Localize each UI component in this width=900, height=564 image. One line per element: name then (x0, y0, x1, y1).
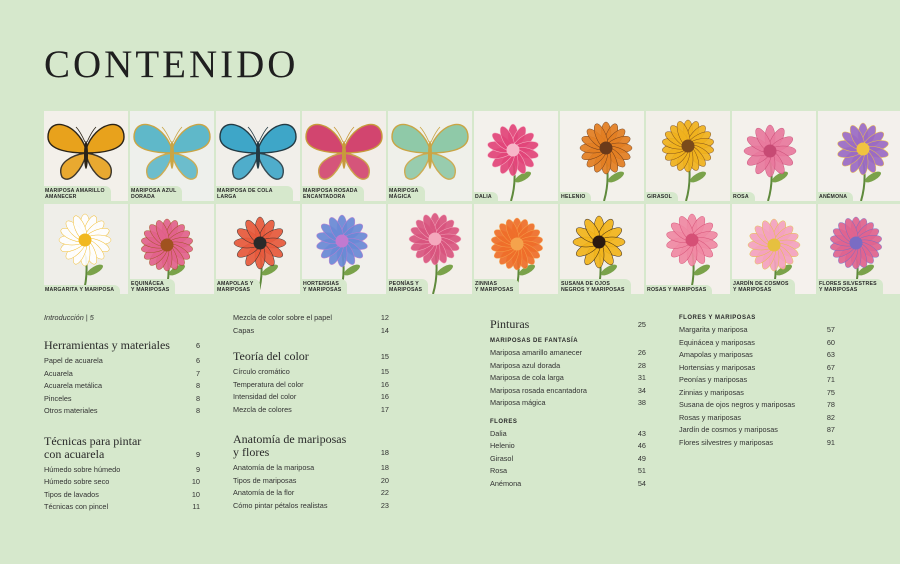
toc-entry-page: 78 (826, 400, 835, 409)
toc-entry[interactable] (490, 385, 646, 398)
thumbnail-label: ROSAS Y MARIPOSAS (646, 285, 712, 294)
toc-entry-page: 17 (380, 404, 389, 414)
toc-entry[interactable] (233, 325, 389, 338)
thumbnail-tile (44, 111, 128, 201)
thumbnail-tile (216, 111, 300, 201)
toc-entry-page: 11 (192, 502, 200, 511)
thumbnail-tile (560, 204, 644, 294)
toc-section-title[interactable] (44, 435, 200, 461)
toc-entry-page: 23 (380, 500, 389, 510)
thumbnail-label: DALIA (474, 192, 498, 201)
thumbnail-tile (646, 204, 730, 294)
thumbnail-label: EQUINÁCEA Y MARIPOSAS (130, 279, 175, 294)
toc-section-title[interactable] (233, 350, 389, 363)
toc-entry-page: 22 (380, 488, 389, 497)
intro-link: Introducción | 5 (44, 313, 94, 322)
thumbnail-tile (646, 111, 730, 201)
section-page: 15 (380, 352, 389, 361)
toc-entry-name: Anatomía de la mariposa (233, 463, 315, 472)
thumbnail-label: MARIPOSA DE COLA LARGA (216, 186, 293, 201)
thumbnail-tile (474, 204, 558, 294)
toc-entry-page: 8 (195, 406, 200, 415)
toc-entry-page: 18 (380, 463, 389, 472)
thumbnail-tile (474, 111, 558, 201)
toc-subheading: FLORES (490, 418, 518, 425)
toc-entry-page: 8 (195, 393, 200, 403)
toc-entry-page: 43 (637, 428, 646, 438)
toc-entry-name: Papel de acuarela (44, 356, 103, 365)
toc-entry[interactable] (490, 465, 646, 478)
toc-entry-name: Mariposa rosada encantadora (490, 385, 587, 395)
thumbnail-tile (388, 204, 472, 294)
toc-entry[interactable] (490, 428, 646, 441)
toc-entry-page: 8 (195, 381, 200, 390)
thumbnail-tile (732, 204, 816, 294)
thumbnail-label: AMAPOLAS Y MARIPOSAS (216, 279, 260, 294)
thumbnail-label: ROSA (732, 192, 755, 201)
toc-column-1 (44, 312, 200, 514)
toc-entry[interactable] (233, 404, 389, 417)
toc-entry-page: 46 (637, 441, 646, 450)
thumbnail-tile (560, 111, 644, 201)
toc-entry-page: 71 (826, 375, 835, 384)
toc-entry-name: Acuarela (44, 368, 73, 378)
section-page: 25 (637, 320, 646, 329)
toc-subheading: MARIPOSAS DE FANTASÍA (490, 338, 579, 344)
toc-entry[interactable] (490, 360, 646, 373)
toc-entry-page: 82 (826, 412, 835, 422)
toc-entry-name: Mariposa de cola larga (490, 373, 564, 382)
toc-entry-name: Acuarela metálica (44, 381, 102, 390)
toc-entry[interactable] (44, 393, 200, 406)
toc-entry[interactable] (233, 475, 389, 488)
toc-entry-page: 34 (637, 385, 646, 395)
toc-entry[interactable] (44, 476, 200, 489)
toc-entry-name: Húmedo sobre húmedo (44, 464, 121, 474)
toc-entry[interactable] (679, 324, 835, 337)
toc-entry-page: 49 (637, 453, 646, 463)
toc-entry-name: Helenio (490, 441, 515, 450)
toc-entry-page: 14 (380, 325, 389, 335)
flower-illustration (560, 111, 644, 201)
section-page: 18 (380, 448, 389, 457)
toc-entry-name: Rosa (490, 466, 508, 475)
toc-entry-name: Mezcla de color sobre el papel (233, 313, 332, 322)
toc-entry-page: 60 (826, 337, 835, 347)
toc-entry-name: Mariposa mágica (490, 398, 546, 407)
toc-entry-name: Amapolas y mariposas (679, 350, 753, 359)
toc-entry-page: 16 (380, 392, 389, 401)
toc-entry-page: 87 (826, 425, 835, 434)
toc-entry[interactable] (490, 372, 646, 385)
toc-entry-name: Técnicas con pincel (44, 502, 109, 511)
thumbnail-tile (216, 204, 300, 294)
thumbnail-grid (44, 111, 900, 294)
toc-entry-page: 10 (191, 477, 200, 486)
toc-entry-name: Girasol (490, 453, 514, 463)
toc-entry[interactable] (679, 399, 835, 412)
thumbnail-tile (44, 204, 128, 294)
toc-entry[interactable] (679, 412, 835, 425)
thumbnail-label: JARDÍN DE COSMOS Y MARIPOSAS (732, 279, 795, 294)
toc-entry-name: Hortensias y mariposas (679, 362, 756, 372)
toc-entry[interactable] (490, 397, 646, 410)
toc-entry-name: Círculo cromático (233, 367, 290, 376)
thumbnail-tile (130, 204, 214, 294)
toc-entry-name: Peonías y mariposas (679, 375, 748, 384)
flower-illustration (44, 204, 128, 294)
thumbnail-label: SUSANA DE OJOS NEGROS Y MARIPOSAS (560, 279, 631, 294)
thumbnail-label: MARIPOSA ROSADA ENCANTADORA (302, 186, 364, 201)
toc-entry[interactable] (679, 337, 835, 350)
toc-entry[interactable] (44, 489, 200, 502)
thumbnail-tile (130, 111, 214, 201)
toc-entry-name: Margarita y mariposa (679, 325, 748, 334)
toc-entry[interactable] (233, 312, 389, 325)
toc-column-2 (233, 312, 389, 512)
page-title: CONTENIDO (44, 43, 299, 86)
toc-entry-name: Susana de ojos negros y mariposas (679, 400, 796, 409)
toc-entry[interactable] (233, 487, 389, 500)
thumbnail-tile (818, 111, 900, 201)
thumbnail-tile (302, 204, 386, 294)
thumbnail-tile (818, 204, 900, 294)
thumbnail-tile (302, 111, 386, 201)
toc-entry[interactable] (679, 437, 835, 450)
section-title-text: Teoría del color (233, 349, 309, 363)
toc-entry-page: 31 (637, 373, 646, 382)
toc-entry-page: 9 (195, 464, 200, 474)
section-title-text: Anatomía de mariposas y flores (233, 432, 347, 459)
section-title-text: Herramientas y materiales (44, 338, 170, 352)
toc-entry-page: 12 (380, 313, 389, 322)
toc-column-4 (679, 312, 835, 449)
toc-entry-name: Rosas y mariposas (679, 412, 742, 422)
toc-entry[interactable] (679, 362, 835, 375)
toc-column-3 (490, 312, 646, 490)
toc-entry-name: Temperatura del color (233, 379, 304, 389)
toc-entry-name: Cómo pintar pétalos realistas (233, 500, 328, 510)
section-title-text: Técnicas para pintar con acuarela (44, 433, 142, 461)
toc-entry-page: 38 (637, 398, 646, 407)
toc-entry-name: Mezcla de colores (233, 404, 292, 414)
toc-entry[interactable] (44, 464, 200, 477)
toc-entry[interactable] (679, 387, 835, 400)
toc-entry-name: Mariposa azul dorada (490, 360, 561, 370)
section-page: 6 (195, 341, 200, 350)
toc-entry-name: Dalia (490, 428, 507, 438)
thumbnail-label: GIRASOL (646, 192, 678, 201)
toc-entry-page: 16 (380, 379, 389, 389)
toc-entry[interactable] (679, 349, 835, 362)
toc-entry-page: 63 (826, 350, 835, 359)
toc-entry[interactable] (44, 405, 200, 418)
toc-entry[interactable] (490, 478, 646, 491)
toc-entry-page: 10 (191, 489, 200, 499)
toc-entry-page: 20 (380, 475, 389, 485)
toc-entry-page: 54 (637, 478, 646, 488)
flower-illustration (732, 111, 816, 201)
toc-entry-page: 51 (637, 466, 646, 475)
toc-entry-name: Equinácea y mariposas (679, 337, 755, 347)
toc-entry[interactable] (233, 379, 389, 392)
flower-illustration (646, 204, 730, 294)
toc-entry[interactable] (233, 500, 389, 513)
toc-entry[interactable] (490, 453, 646, 466)
thumbnail-label: HELENIO (560, 192, 591, 201)
toc-section-title[interactable] (233, 433, 389, 459)
toc-entry-name: Tipos de mariposas (233, 475, 297, 485)
toc-entry-page: 28 (637, 360, 646, 370)
toc-entry[interactable] (233, 366, 389, 379)
toc-entry-name: Intensidad del color (233, 392, 297, 401)
thumbnail-tile (732, 111, 816, 201)
flower-illustration (646, 111, 730, 201)
toc-subheading: FLORES Y MARIPOSAS (679, 315, 756, 321)
toc-entry-name: Flores silvestres y mariposas (679, 437, 774, 447)
toc-entry-name: Tipos de lavados (44, 489, 99, 499)
toc-entry[interactable] (679, 424, 835, 437)
toc-entry-name: Anémona (490, 478, 522, 488)
thumbnail-label: ANÉMONA (818, 192, 853, 201)
thumbnail-label: MARIPOSA AMARILLO AMANECER (44, 186, 111, 201)
toc-entry[interactable] (490, 440, 646, 453)
toc-entry-name: Zinnias y mariposas (679, 387, 744, 397)
toc-entry-page: 57 (826, 325, 835, 334)
toc-entry-page: 75 (826, 387, 835, 397)
toc-entry-page: 67 (826, 362, 835, 372)
toc-entry[interactable] (233, 462, 389, 475)
thumbnail-tile (388, 111, 472, 201)
toc-entry-name: Húmedo sobre seco (44, 477, 110, 486)
thumbnail-label: MARIPOSA AZUL DORADA (130, 186, 182, 201)
flower-illustration (474, 111, 558, 201)
toc-section-title[interactable] (44, 339, 200, 352)
thumbnail-label: MARGARITA Y MARIPOSA (44, 285, 120, 294)
toc-entry[interactable] (44, 355, 200, 368)
toc-entry[interactable] (44, 368, 200, 381)
toc-entry[interactable] (679, 374, 835, 387)
section-title-text: Pinturas (490, 317, 530, 331)
section-page: 9 (195, 449, 200, 459)
thumbnail-label: PEONÍAS Y MARIPOSAS (388, 279, 428, 294)
toc-entry-page: 26 (637, 348, 646, 357)
toc-entry-name: Otros materiales (44, 406, 98, 415)
thumbnail-label: FLORES SILVESTRES Y MARIPOSAS (818, 279, 883, 294)
thumbnail-label: ZINNIAS Y MARIPOSAS (474, 279, 519, 294)
toc-entry-page: 7 (195, 368, 200, 378)
thumbnail-label: MARIPOSA MÁGICA (388, 186, 425, 201)
toc-entry-page: 15 (380, 367, 389, 376)
toc-entry[interactable] (44, 380, 200, 393)
toc-entry-name: Capas (233, 325, 255, 335)
toc-entry-page: 91 (826, 437, 835, 447)
toc-entry-name: Anatomía de la flor (233, 488, 295, 497)
toc-entry[interactable] (44, 501, 200, 514)
toc-section-title[interactable] (490, 318, 646, 331)
flower-illustration (818, 111, 900, 201)
toc-entry-name: Mariposa amarillo amanecer (490, 348, 583, 357)
thumbnail-label: HORTENSIAS Y MARIPOSAS (302, 279, 347, 294)
toc-entry[interactable] (233, 391, 389, 404)
toc-entry-page: 6 (195, 356, 200, 365)
toc-entry[interactable] (490, 347, 646, 360)
toc-entry-name: Jardín de cosmos y mariposas (679, 425, 778, 434)
toc-entry-name: Pinceles (44, 393, 72, 403)
